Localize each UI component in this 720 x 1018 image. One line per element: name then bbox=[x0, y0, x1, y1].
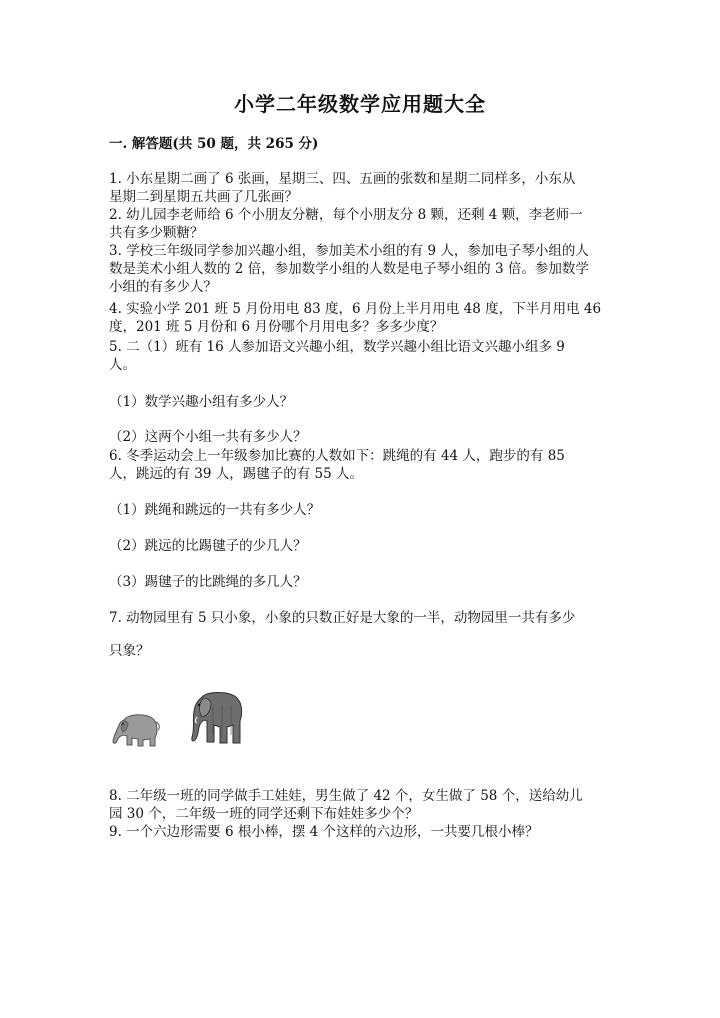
question-9-line-1: 9. 一个六边形需要 6 根小棒，摆 4 个这样的六边形，一共要几根小棒？ bbox=[109, 824, 539, 840]
question-7-line-1: 7. 动物园里有 5 只小象，小象的只数正好是大象的一半，动物园里一共有多少 bbox=[109, 610, 576, 626]
question-8-line-2: 园 30 个，二年级一班的同学还剩下布娃娃多少个？ bbox=[109, 806, 419, 822]
question-4-line-2: 度，201 班 5 月份和 6 月份哪个月用电多？多多少度？ bbox=[109, 319, 444, 335]
question-6-line-2: 人，跳远的有 39 人，踢毽子的有 55 人。 bbox=[109, 466, 364, 482]
question-1-line-1: 1. 小东星期二画了 6 张画，星期三、四、五画的张数和星期二同样多，小东从 bbox=[109, 171, 576, 187]
question-8-line-1: 8. 二年级一班的同学做手工娃娃，男生做了 42 个，女生做了 58 个，送给幼儿 bbox=[109, 788, 583, 804]
question-5-sub-2: （2）这两个小组一共有多少人？ bbox=[109, 429, 307, 445]
question-5-sub-1: （1）数学兴趣小组有多少人？ bbox=[109, 394, 294, 410]
question-5-line-2: 人。 bbox=[109, 357, 136, 373]
page-title: 小学二年级数学应用题大全 bbox=[234, 92, 486, 116]
big-elephant-illustration bbox=[186, 687, 246, 747]
question-1-line-2: 星期二到星期五共画了几张画？ bbox=[109, 189, 298, 205]
section-heading: 一. 解答题(共 50 题，共 265 分) bbox=[109, 136, 319, 152]
question-2-line-2: 共有多少颗糖？ bbox=[109, 225, 204, 241]
question-5-line-1: 5. 二（1）班有 16 人参加语文兴趣小组，数学兴趣小组比语文兴趣小组多 9 bbox=[109, 339, 565, 355]
question-6-sub-3: （3）踢毽子的比跳绳的多几人？ bbox=[109, 574, 307, 590]
question-6-sub-2: （2）跳远的比踢毽子的少几人？ bbox=[109, 538, 307, 554]
question-7-line-2: 只象？ bbox=[109, 643, 150, 659]
question-6-sub-1: （1）跳绳和跳远的一共有多少人？ bbox=[109, 502, 321, 518]
question-2-line-1: 2. 幼儿园李老师给 6 个小朋友分糖，每个小朋友分 8 颗，还剩 4 颗，李老师一 bbox=[109, 207, 583, 223]
small-elephant-illustration bbox=[110, 708, 162, 748]
question-3-line-3: 小组的有多少人？ bbox=[109, 279, 217, 295]
question-3-line-1: 3. 学校三年级同学参加兴趣小组，参加美术小组的有 9 人，参加电子琴小组的人 bbox=[109, 243, 589, 259]
question-3-line-2: 数是美术小组人数的 2 倍，参加数学小组的人数是电子琴小组的 3 倍。参加数学 bbox=[109, 261, 589, 277]
question-4-line-1: 4. 实验小学 201 班 5 月份用电 83 度，6 月份上半月用电 48 度，下半月用电 46 bbox=[109, 301, 602, 317]
question-6-line-1: 6. 冬季运动会上一年级参加比赛的人数如下：跳绳的有 44 人，跑步的有 85 bbox=[109, 448, 565, 464]
